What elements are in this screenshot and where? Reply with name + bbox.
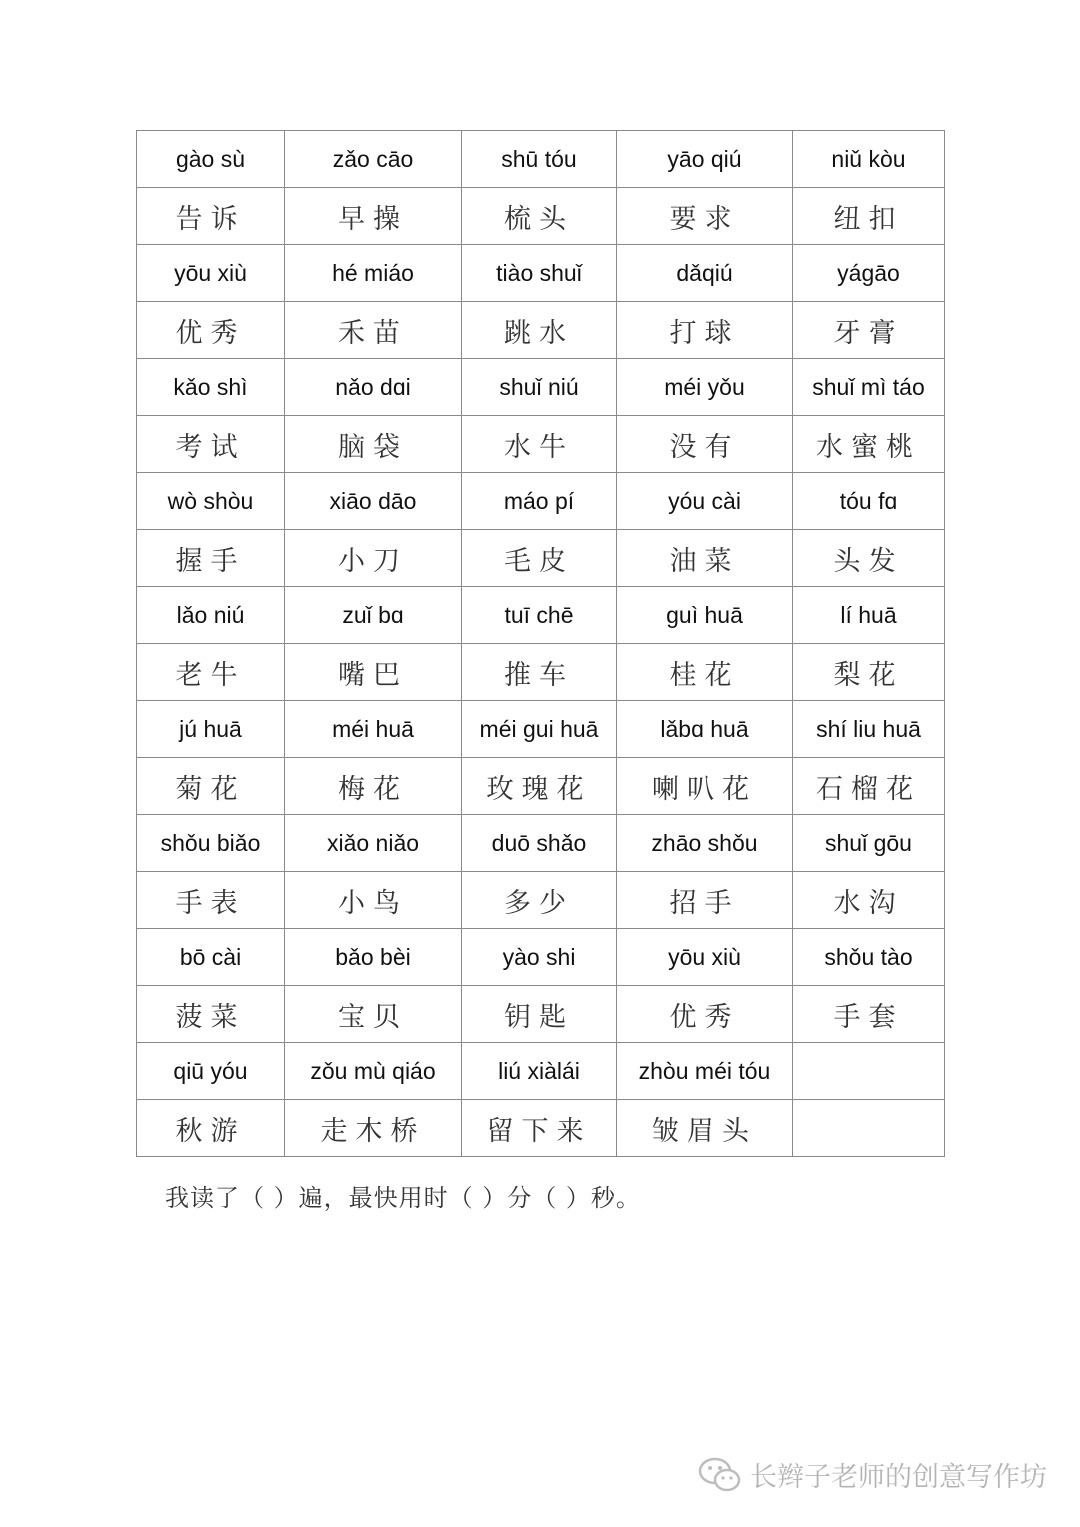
pinyin-cell: lǎbɑ huā	[617, 701, 793, 758]
hanzi-cell: 水沟	[793, 872, 945, 929]
hanzi-row	[137, 416, 945, 473]
pinyin-cell: zhāo shǒu	[617, 815, 793, 872]
hanzi-cell: 考试	[137, 416, 285, 473]
hanzi-cell: 走木桥	[285, 1100, 462, 1157]
pinyin-cell: yōu xiù	[137, 245, 285, 302]
pinyin-cell: zǒu mù qiáo	[285, 1043, 462, 1100]
pinyin-cell: lí huā	[793, 587, 945, 644]
pinyin-cell: bǎo bèi	[285, 929, 462, 986]
hanzi-cell: 要求	[617, 188, 793, 245]
hanzi-cell: 头发	[793, 530, 945, 587]
hanzi-cell: 早操	[285, 188, 462, 245]
hanzi-cell: 告诉	[137, 188, 285, 245]
pinyin-cell: dǎqiú	[617, 245, 793, 302]
pinyin-cell: nǎo dɑi	[285, 359, 462, 416]
pinyin-cell: shǒu tào	[793, 929, 945, 986]
hanzi-cell: 秋游	[137, 1100, 285, 1157]
hanzi-cell: 留下来	[462, 1100, 617, 1157]
hanzi-cell: 钥匙	[462, 986, 617, 1043]
pinyin-cell: shǒu biǎo	[137, 815, 285, 872]
pinyin-row	[137, 245, 945, 302]
pinyin-cell: zhòu méi tóu	[617, 1043, 793, 1100]
pinyin-cell: yāo qiú	[617, 131, 793, 188]
hanzi-cell: 毛皮	[462, 530, 617, 587]
pinyin-cell: kǎo shì	[137, 359, 285, 416]
pinyin-cell: gào sù	[137, 131, 285, 188]
pinyin-row	[137, 131, 945, 188]
hanzi-cell: 招手	[617, 872, 793, 929]
hanzi-cell: 菠菜	[137, 986, 285, 1043]
pinyin-cell: niǔ kòu	[793, 131, 945, 188]
hanzi-cell: 桂花	[617, 644, 793, 701]
pinyin-cell: hé miáo	[285, 245, 462, 302]
hanzi-cell: 手表	[137, 872, 285, 929]
pinyin-cell: tiào shuǐ	[462, 245, 617, 302]
pinyin-row	[137, 359, 945, 416]
hanzi-row	[137, 872, 945, 929]
hanzi-cell: 牙膏	[793, 302, 945, 359]
hanzi-cell: 玫瑰花	[462, 758, 617, 815]
pinyin-cell: wò shòu	[137, 473, 285, 530]
hanzi-cell: 嘴巴	[285, 644, 462, 701]
pinyin-cell: yōu xiù	[617, 929, 793, 986]
hanzi-cell: 小刀	[285, 530, 462, 587]
pinyin-cell: yágāo	[793, 245, 945, 302]
reading-record-line: 我读了（ ）遍，最快用时（ ）分（ ）秒。	[165, 1184, 641, 1212]
hanzi-cell: 握手	[137, 530, 285, 587]
pinyin-cell: guì huā	[617, 587, 793, 644]
hanzi-cell: 手套	[793, 986, 945, 1043]
pinyin-row	[137, 815, 945, 872]
hanzi-cell: 跳水	[462, 302, 617, 359]
pinyin-cell: shuǐ niú	[462, 359, 617, 416]
pinyin-cell: bō cài	[137, 929, 285, 986]
pinyin-cell: shuǐ gōu	[793, 815, 945, 872]
pinyin-cell: qiū yóu	[137, 1043, 285, 1100]
hanzi-cell: 脑袋	[285, 416, 462, 473]
pinyin-row	[137, 929, 945, 986]
pinyin-cell: xiāo dāo	[285, 473, 462, 530]
hanzi-cell: 梨花	[793, 644, 945, 701]
pinyin-cell: duō shǎo	[462, 815, 617, 872]
pinyin-cell: zuǐ bɑ	[285, 587, 462, 644]
hanzi-row	[137, 644, 945, 701]
hanzi-cell: 宝贝	[285, 986, 462, 1043]
pinyin-cell: liú xiàlái	[462, 1043, 617, 1100]
hanzi-row	[137, 758, 945, 815]
watermark	[698, 1455, 1047, 1494]
hanzi-cell: 皱眉头	[617, 1100, 793, 1157]
pinyin-row	[137, 1043, 945, 1100]
hanzi-cell: 推车	[462, 644, 617, 701]
hanzi-cell: 梳头	[462, 188, 617, 245]
pinyin-row	[137, 701, 945, 758]
hanzi-cell: 没有	[617, 416, 793, 473]
hanzi-row	[137, 302, 945, 359]
hanzi-cell: 打球	[617, 302, 793, 359]
hanzi-row	[137, 1100, 945, 1157]
hanzi-cell: 喇叭花	[617, 758, 793, 815]
hanzi-cell: 纽扣	[793, 188, 945, 245]
hanzi-cell: 禾苗	[285, 302, 462, 359]
pinyin-cell: shū tóu	[462, 131, 617, 188]
pinyin-cell: méi gui huā	[462, 701, 617, 758]
hanzi-cell: 优秀	[137, 302, 285, 359]
pinyin-row	[137, 473, 945, 530]
hanzi-cell: 老牛	[137, 644, 285, 701]
pinyin-cell: jú huā	[137, 701, 285, 758]
hanzi-row	[137, 986, 945, 1043]
hanzi-cell: 小鸟	[285, 872, 462, 929]
pinyin-cell: yóu cài	[617, 473, 793, 530]
hanzi-row	[137, 188, 945, 245]
vocab-table-body	[137, 131, 945, 1157]
hanzi-cell: 菊花	[137, 758, 285, 815]
pinyin-cell: yào shi	[462, 929, 617, 986]
pinyin-cell: méi huā	[285, 701, 462, 758]
vocab-table	[136, 130, 945, 1157]
pinyin-cell: shuǐ mì táo	[793, 359, 945, 416]
hanzi-cell: 梅花	[285, 758, 462, 815]
pinyin-cell: tuī chē	[462, 587, 617, 644]
hanzi-cell	[793, 1100, 945, 1157]
pinyin-cell: xiǎo niǎo	[285, 815, 462, 872]
hanzi-row	[137, 530, 945, 587]
hanzi-cell: 水牛	[462, 416, 617, 473]
pinyin-cell: shí liu huā	[793, 701, 945, 758]
hanzi-cell: 油菜	[617, 530, 793, 587]
pinyin-row	[137, 587, 945, 644]
pinyin-cell: lǎo niú	[137, 587, 285, 644]
hanzi-cell: 多少	[462, 872, 617, 929]
watermark-text: 长辫子老师的创意写作坊	[750, 1462, 1047, 1493]
pinyin-cell	[793, 1043, 945, 1100]
hanzi-cell: 优秀	[617, 986, 793, 1043]
pinyin-cell: tóu fɑ	[793, 473, 945, 530]
pinyin-cell: zǎo cāo	[285, 131, 462, 188]
pinyin-cell: méi yǒu	[617, 359, 793, 416]
wechat-icon	[698, 1457, 742, 1493]
hanzi-cell: 石榴花	[793, 758, 945, 815]
pinyin-cell: máo pí	[462, 473, 617, 530]
hanzi-cell: 水蜜桃	[793, 416, 945, 473]
